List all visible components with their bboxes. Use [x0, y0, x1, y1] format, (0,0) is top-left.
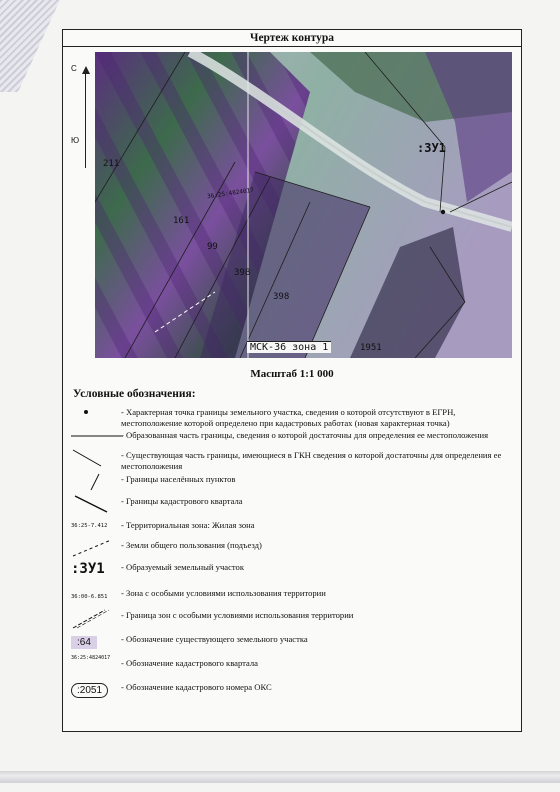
- legend-text: - Обозначение кадастрового номера ОКС: [121, 682, 272, 692]
- legend-text: - Зона с особыми условиями использования территории: [121, 588, 326, 598]
- legend-text: - Земли общего пользования (подъезд): [121, 540, 262, 550]
- quarter-code-label: 36:25:4824017: [206, 186, 255, 201]
- legend-text: - Границы населённых пунктов: [121, 474, 236, 484]
- legend-text: - Образуемый земельный участок: [121, 562, 245, 572]
- legend-symbol-text: 36:00-6.851: [71, 594, 108, 600]
- south-label: Ю: [71, 136, 80, 145]
- document-frame: [62, 29, 522, 732]
- new-parcel-label: :ЗУ1: [417, 141, 446, 155]
- legend-text: - Образованная часть границы, сведения о которой достаточны для определения ее местоположения: [121, 430, 489, 440]
- legend-symbol-text: 36:25-7.412: [71, 523, 108, 529]
- parcel-label: 99: [207, 242, 218, 252]
- legend-item: [63, 680, 521, 700]
- legend-item: [63, 560, 521, 580]
- parcel-label: 211: [103, 159, 120, 169]
- legend-symbol-text: 36:25:4824017: [71, 655, 111, 661]
- north-arrow: [71, 64, 91, 174]
- legend-item: [63, 586, 521, 606]
- scan-bottom-artifact: [0, 771, 560, 783]
- legend-text: - Территориальная зона: Жилая зона: [121, 520, 255, 530]
- legend-item: [63, 656, 521, 676]
- north-label: С: [71, 64, 77, 73]
- scale-label: Масштаб 1:1 000: [250, 368, 334, 380]
- cadastral-map: [95, 52, 512, 358]
- parcel-label: 161: [173, 216, 190, 226]
- parcel-label: 398: [273, 292, 290, 302]
- legend-item: [63, 518, 521, 538]
- legend-symbol-text: :64: [71, 636, 97, 649]
- legend-item: [63, 405, 521, 428]
- legend-text: - Обозначение существующего земельного участка: [121, 634, 308, 644]
- legend-text: - Характерная точка границы земельного участка, сведения о которой отсутствуют в ЕГРН, местоположение которой определено при кадастровых работах (новая характерная точка): [121, 407, 456, 428]
- legend-title: Условные обозначения:: [73, 388, 196, 400]
- legend-item: [63, 632, 521, 652]
- compass-axis: [85, 72, 86, 168]
- legend-item: [63, 538, 521, 558]
- legend-item: [63, 472, 521, 492]
- parcel-label: 1951: [360, 343, 382, 353]
- crs-label: МСК-36 зона 1: [247, 341, 331, 353]
- page-title: Чертеж контура: [63, 30, 521, 47]
- parcel-label: 398: [234, 268, 251, 278]
- legend-item: [63, 494, 521, 514]
- legend-text: - Границы кадастрового квартала: [121, 496, 243, 506]
- legend-item: [63, 428, 521, 448]
- arrow-up-icon: [82, 66, 90, 74]
- legend-symbol-text: :ЗУ1: [71, 561, 105, 577]
- map-graphic: [95, 52, 512, 358]
- legend-text: - Граница зон с особыми условиями использования территории: [121, 610, 354, 620]
- legend-text: - Обозначение кадастрового квартала: [121, 658, 258, 668]
- legend-item: [63, 608, 521, 628]
- scan-corner-artifact: [0, 0, 60, 92]
- legend-item: [63, 448, 521, 471]
- legend-symbol-text: :2051: [71, 683, 108, 698]
- legend-text: - Существующая часть границы, имеющиеся в ГКН сведения о которой достаточны для определения ее местоположения: [121, 450, 502, 471]
